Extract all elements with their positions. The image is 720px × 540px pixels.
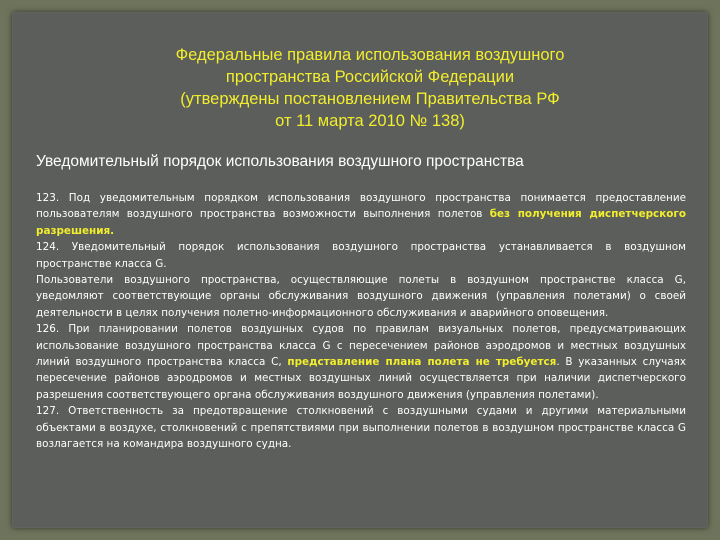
section-heading: Уведомительный порядок использования воздушного пространства [36,153,524,170]
paragraph-126-highlight: представление плана полета не требуется [287,356,557,369]
paragraph-123-text: 123. Под уведомительным порядком использования воздушного пространства понимается предоставление пользователям воздушного пространства возможности выполнения полетов [36,192,686,221]
title-line-4: от 11 марта 2010 № 138) [275,112,465,130]
paragraph-124: 124. Уведомительный порядок использования воздушного пространства устанавливается в воздушном пространстве класса G. [36,241,686,270]
paragraph-126 [36,321,686,403]
title-line-2: пространства Российской Федерации [225,68,515,86]
paragraph-126-text-after: . В указанных случаях пересечение районов аэродромов и местных воздушных линий осуществляется при наличии диспетчерского разрешения соответствующего органа обслуживания воздушного движения (управления полетами). [36,356,687,401]
title-line-3: (утверждены постановлением Правительства РФ [180,90,560,108]
paragraph-127: 127. Ответственность за предотвращение столкновений с воздушными судами и другими материальными объектами в воздухе, столкновений с препятствиями при выполнении полетов в воздушном пространстве класса G возлагается на командира воздушного судна. [36,405,686,451]
slide-title [0,44,720,132]
paragraph-125: Пользователи воздушного пространства, осуществляющие полеты в воздушном пространстве класса G, уведомляют соответствующие органы обслуживания воздушного движения (управления полетами) о своей деятельности в целях получения полетно-информационного обслуживания и аварийного оповещения. [36,274,686,319]
paragraph-123-highlight: без получения диспетчерского разрешения. [36,208,686,237]
paragraph-126-text-before: 126. При планировании полетов воздушных судов по правилам визуальных полетов, предусматривающих использование воздушного пространства класса G с пересечением районов аэродромов и местных воздушных линий воздушного пространства класса С, [36,323,686,369]
rules-text [36,190,686,453]
paragraph-123 [36,190,686,239]
title-line-1: Федеральные правила использования воздушного [175,46,565,64]
